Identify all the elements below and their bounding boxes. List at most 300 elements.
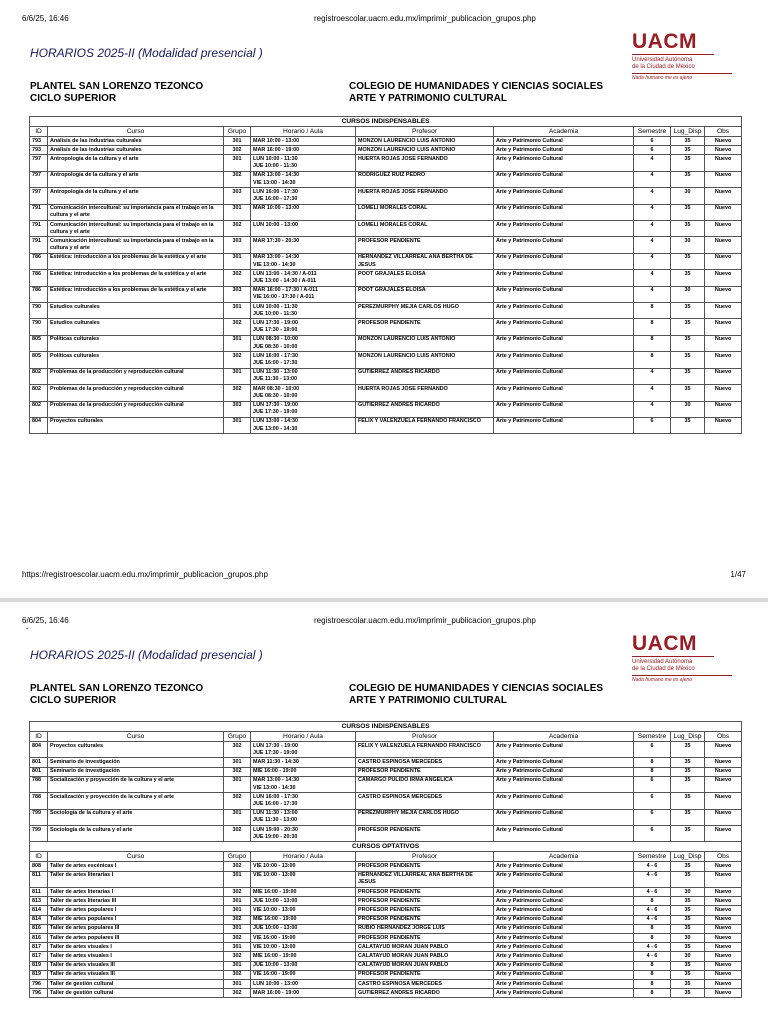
cell-semestre: 4 (634, 155, 671, 171)
cell-grupo: 302 (224, 862, 251, 871)
cell-lugares: 30 (671, 237, 705, 253)
cell-grupo: 302 (224, 270, 251, 286)
cell-profesor: MONZON LAURENCIO LUIS ANTONIO (356, 137, 494, 146)
cell-obs: Nuevo (705, 286, 742, 302)
cell-semestre: 4 - 6 (634, 888, 671, 897)
col-header-academia: Academia (494, 732, 634, 742)
cell-lugares: 35 (671, 897, 705, 906)
cell-obs: Nuevo (705, 335, 742, 351)
cell-grupo: 301 (224, 417, 251, 433)
column-header-row (30, 127, 742, 137)
cell-profesor: CALATAYUD MORAN JUAN PABLO (356, 952, 494, 961)
cell-academia: Arte y Patrimonio Cultural (494, 793, 634, 809)
cell-semestre: 8 (634, 897, 671, 906)
cell-horario: LUN 17:30 - 19:00 JUE 17:30 - 19:00 (251, 742, 356, 758)
cell-horario: MAR 17:30 - 20:30 (251, 237, 356, 253)
col-header-curso: Curso (48, 852, 224, 862)
cell-profesor: PROFESOR PENDIENTE (356, 319, 494, 335)
cell-obs: Nuevo (705, 809, 742, 825)
cell-grupo: 302 (224, 793, 251, 809)
table-row (30, 137, 742, 146)
cell-id: 819 (30, 961, 48, 970)
print-date: 6/6/25, 16:46 (22, 616, 69, 625)
cell-profesor: GUTIERREZ ANDRES RICARDO (356, 989, 494, 998)
cell-curso: Análisis de las industrias culturales (48, 137, 224, 146)
cell-profesor: GUTIERREZ ANDRES RICARDO (356, 401, 494, 417)
cell-grupo: 302 (224, 319, 251, 335)
cell-semestre: 6 (634, 793, 671, 809)
cell-horario: JUE 10:00 - 13:00 (251, 961, 356, 970)
cell-profesor: HERNANDEZ VILLARREAL ANA BERTHA DE JESUS (356, 871, 494, 887)
colegio-name: COLEGIO DE HUMANIDADES Y CIENCIAS SOCIALES (349, 683, 604, 694)
cell-horario: JUE 10:00 - 13:00 (251, 897, 356, 906)
cell-lugares: 35 (671, 980, 705, 989)
print-footer (22, 570, 746, 582)
cell-curso: Comunicación intercultural: su importancia para el trabajo en la cultura y el arte (48, 237, 224, 253)
cell-horario: MAR 16:00 - 19:00 (251, 989, 356, 998)
cell-lugares: 35 (671, 303, 705, 319)
cell-profesor: CASTRO ESPINOSA MERCEDES (356, 758, 494, 767)
logo-subtitle-line1: Universidad Autónoma (632, 659, 693, 665)
cell-curso: Estética: introducción a los problemas de la estética y el arte (48, 286, 224, 302)
cell-academia: Arte y Patrimonio Cultural (494, 980, 634, 989)
table-row (30, 188, 742, 204)
cell-lugares: 35 (671, 758, 705, 767)
cell-academia: Arte y Patrimonio Cultural (494, 335, 634, 351)
cell-id: 791 (30, 221, 48, 237)
logo-subtitle-line2: de la Ciudad de México (632, 64, 695, 70)
col-header-semestre: Semestre (634, 127, 671, 137)
cell-profesor: HUERTA ROJAS JOSE FERNANDO (356, 155, 494, 171)
uacm-logo (632, 31, 736, 81)
cell-curso: Análisis de las industrias culturales (48, 146, 224, 155)
licenciatura-name: ARTE Y PATRIMONIO CULTURAL (349, 695, 507, 706)
table-row (30, 758, 742, 767)
cell-profesor: PEREZMURPHY MEJIA CARLOS HUGO (356, 303, 494, 319)
cell-curso: Estudios culturales (48, 319, 224, 335)
table-row (30, 826, 742, 842)
cell-semestre: 4 (634, 188, 671, 204)
table-row (30, 767, 742, 776)
cell-semestre: 4 - 6 (634, 952, 671, 961)
table-row (30, 401, 742, 417)
table-row (30, 871, 742, 887)
cell-obs: Nuevo (705, 352, 742, 368)
cell-curso: Taller de artes populares I (48, 915, 224, 924)
cell-curso: Antropología de la cultura y el arte (48, 188, 224, 204)
cell-obs: Nuevo (705, 319, 742, 335)
cell-semestre: 4 (634, 368, 671, 384)
ciclo-name: CICLO SUPERIOR (30, 695, 117, 706)
cell-horario: LUN 17:30 - 19:00 JUE 17:30 - 19:00 (251, 319, 356, 335)
cell-academia: Arte y Patrimonio Cultural (494, 188, 634, 204)
cell-horario: MAR 11:30 - 14:30 (251, 758, 356, 767)
cell-grupo: 301 (224, 303, 251, 319)
print-header (22, 14, 746, 26)
cell-semestre: 8 (634, 970, 671, 979)
cell-horario: VIE 10:00 - 13:00 (251, 862, 356, 871)
cell-curso: Comunicación intercultural: su importancia para el trabajo en la cultura y el arte (48, 221, 224, 237)
table-row (30, 385, 742, 401)
cell-grupo: 301 (224, 368, 251, 384)
cell-lugares: 35 (671, 270, 705, 286)
cell-id: 791 (30, 204, 48, 220)
cell-horario: LUN 10:00 - 11:30 JUE 10:00 - 11:30 (251, 155, 356, 171)
cell-profesor: GUTIERREZ ANDRES RICARDO (356, 368, 494, 384)
cell-horario: VIE 10:00 - 13:00 (251, 943, 356, 952)
table-row (30, 943, 742, 952)
cell-lugares: 35 (671, 906, 705, 915)
cell-horario: LUN 13:00 - 14:30 JUE 13:00 - 14:30 (251, 417, 356, 433)
cell-horario: MAR 16:00 - 17:30 / A-011 VIE 16:00 - 17:30 / A-011 (251, 286, 356, 302)
col-header-semestre: Semestre (634, 852, 671, 862)
table-row (30, 171, 742, 187)
cell-profesor: MONZON LAURENCIO LUIS ANTONIO (356, 335, 494, 351)
col-header-academia: Academia (494, 127, 634, 137)
cell-semestre: 4 (634, 237, 671, 253)
cell-id: 790 (30, 319, 48, 335)
cell-horario: LUN 08:30 - 10:00 JUE 08:30 - 10:00 (251, 335, 356, 351)
cell-grupo: 301 (224, 137, 251, 146)
cell-profesor: PEREZMURPHY MEJIA CARLOS HUGO (356, 809, 494, 825)
cell-lugares: 35 (671, 871, 705, 887)
cell-grupo: 302 (224, 915, 251, 924)
table-row (30, 204, 742, 220)
cell-obs: Nuevo (705, 417, 742, 433)
cell-lugares: 35 (671, 221, 705, 237)
cell-academia: Arte y Patrimonio Cultural (494, 767, 634, 776)
cell-horario: MAR 13:00 - 14:30 VIE 13:00 - 14:30 (251, 171, 356, 187)
cell-grupo: 302 (224, 171, 251, 187)
cell-lugares: 35 (671, 335, 705, 351)
col-header-id: ID (30, 732, 48, 742)
licenciatura-name: ARTE Y PATRIMONIO CULTURAL (349, 93, 507, 104)
cell-semestre: 4 (634, 171, 671, 187)
cell-horario: LUN 16:00 - 17:30 JUE 16:00 - 17:30 (251, 793, 356, 809)
cell-id: 796 (30, 989, 48, 998)
cell-semestre: 4 (634, 221, 671, 237)
cell-curso: Proyectos culturales (48, 417, 224, 433)
cell-semestre: 6 (634, 417, 671, 433)
cell-academia: Arte y Patrimonio Cultural (494, 221, 634, 237)
cell-curso: Comunicación intercultural: su importancia para el trabajo en la cultura y el arte (48, 204, 224, 220)
cell-grupo: 302 (224, 221, 251, 237)
print-url: registroescolar.uacm.edu.mx/imprimir_publicacion_grupos.php (314, 14, 536, 23)
cell-curso: Problemas de la producción y reproducción cultural (48, 385, 224, 401)
cell-lugares: 35 (671, 146, 705, 155)
cell-academia: Arte y Patrimonio Cultural (494, 862, 634, 871)
cell-academia: Arte y Patrimonio Cultural (494, 385, 634, 401)
cell-grupo: 301 (224, 897, 251, 906)
col-header-lugares: Lug_Disp (671, 127, 705, 137)
cell-academia: Arte y Patrimonio Cultural (494, 270, 634, 286)
cell-lugares: 30 (671, 952, 705, 961)
cell-curso: Taller de artes visuales III (48, 961, 224, 970)
cell-curso: Proyectos culturales (48, 742, 224, 758)
cell-grupo: 303 (224, 237, 251, 253)
cell-curso: Taller de gestión cultural (48, 980, 224, 989)
col-header-id: ID (30, 852, 48, 862)
cell-profesor: HERNANDEZ VILLARREAL ANA BERTHA DE JESUS (356, 253, 494, 269)
col-header-profesor: Profesor (356, 127, 494, 137)
cell-id: 797 (30, 188, 48, 204)
cell-horario: LUN 10:00 - 11:30 JUE 10:00 - 11:30 (251, 303, 356, 319)
cell-lugares: 35 (671, 961, 705, 970)
cell-obs: Nuevo (705, 368, 742, 384)
col-header-id: ID (30, 127, 48, 137)
cell-horario: MAR 13:00 - 14:30 VIE 13:00 - 14:30 (251, 776, 356, 792)
cell-horario: MIE 16:00 - 19:00 (251, 952, 356, 961)
col-header-lugares: Lug_Disp (671, 852, 705, 862)
section-title-optativos: CURSOS OPTATIVOS (30, 842, 742, 852)
cell-id: 817 (30, 952, 48, 961)
table-row (30, 417, 742, 433)
cell-obs: Nuevo (705, 793, 742, 809)
cell-profesor: CALATAYUD MORAN JUAN PABLO (356, 961, 494, 970)
cell-curso: Taller de artes literarias I (48, 888, 224, 897)
cell-horario: MIE 16:00 - 19:00 (251, 767, 356, 776)
cell-obs: Nuevo (705, 862, 742, 871)
cell-obs: Nuevo (705, 270, 742, 286)
cell-profesor: PROFESOR PENDIENTE (356, 237, 494, 253)
cell-id: 816 (30, 934, 48, 943)
cell-id: 799 (30, 809, 48, 825)
page-title: HORARIOS 2025-II (Modalidad presencial ) (30, 46, 263, 60)
cell-academia: Arte y Patrimonio Cultural (494, 924, 634, 933)
cell-curso: Taller de artes populares III (48, 934, 224, 943)
logo-motto: Nada humano me es ajeno (632, 73, 732, 81)
table-row (30, 980, 742, 989)
cell-academia: Arte y Patrimonio Cultural (494, 943, 634, 952)
cell-semestre: 8 (634, 303, 671, 319)
cell-semestre: 4 (634, 270, 671, 286)
cell-id: 796 (30, 980, 48, 989)
cell-curso: Estudios culturales (48, 303, 224, 319)
col-header-obs: Obs (705, 127, 742, 137)
plantel-name: PLANTEL SAN LORENZO TEZONCO (30, 683, 204, 694)
cell-lugares: 30 (671, 286, 705, 302)
cell-id: 788 (30, 776, 48, 792)
cell-lugares: 35 (671, 809, 705, 825)
col-header-profesor: Profesor (356, 732, 494, 742)
cell-profesor: PROFESOR PENDIENTE (356, 826, 494, 842)
logo-motto: Nada humano me es ajeno (632, 675, 732, 683)
cell-obs: Nuevo (705, 989, 742, 998)
cell-curso: Taller de artes literarias III (48, 897, 224, 906)
cell-academia: Arte y Patrimonio Cultural (494, 934, 634, 943)
cell-id: 797 (30, 155, 48, 171)
cell-id: 813 (30, 897, 48, 906)
table-row (30, 952, 742, 961)
cell-semestre: 4 - 6 (634, 862, 671, 871)
cell-grupo: 301 (224, 335, 251, 351)
cell-curso: Políticas culturales (48, 352, 224, 368)
cell-academia: Arte y Patrimonio Cultural (494, 897, 634, 906)
cell-obs: Nuevo (705, 385, 742, 401)
table-row (30, 221, 742, 237)
cell-semestre: 6 (634, 826, 671, 842)
col-header-horario: Horario / Aula (251, 732, 356, 742)
cell-academia: Arte y Patrimonio Cultural (494, 171, 634, 187)
cell-profesor: FELIX Y VALENZUELA FERNANDO FRANCISCO (356, 417, 494, 433)
cell-grupo: 301 (224, 906, 251, 915)
cell-grupo: 301 (224, 155, 251, 171)
table-row (30, 888, 742, 897)
col-header-grupo: Grupo (224, 852, 251, 862)
cell-curso: Taller de artes visuales I (48, 943, 224, 952)
cell-obs: Nuevo (705, 952, 742, 961)
cell-lugares: 35 (671, 924, 705, 933)
colegio-heading (349, 81, 603, 105)
cell-academia: Arte y Patrimonio Cultural (494, 826, 634, 842)
plantel-heading (30, 81, 203, 105)
cell-id: 811 (30, 871, 48, 887)
cell-id: 808 (30, 862, 48, 871)
cell-academia: Arte y Patrimonio Cultural (494, 253, 634, 269)
cell-id: 790 (30, 303, 48, 319)
table-row (30, 270, 742, 286)
table-row (30, 989, 742, 998)
cell-id: 788 (30, 793, 48, 809)
cell-academia: Arte y Patrimonio Cultural (494, 155, 634, 171)
table-row (30, 253, 742, 269)
col-header-curso: Curso (48, 127, 224, 137)
cell-grupo: 303 (224, 401, 251, 417)
schedule-table-page2 (29, 721, 742, 998)
page-title: HORARIOS 2025-II (Modalidad presencial ) (30, 648, 263, 662)
cell-profesor: PROFESOR PENDIENTE (356, 970, 494, 979)
cell-id: 811 (30, 888, 48, 897)
print-date: 6/6/25, 16:46 (22, 14, 69, 23)
cell-semestre: 6 (634, 809, 671, 825)
cell-curso: Seminario de investigación (48, 767, 224, 776)
cell-curso: Problemas de la producción y reproducción cultural (48, 401, 224, 417)
cell-profesor: CASTRO ESPINOSA MERCEDES (356, 793, 494, 809)
cell-lugares: 35 (671, 943, 705, 952)
logo-subtitle (632, 656, 714, 673)
cell-profesor: MONZON LAURENCIO LUIS ANTONIO (356, 146, 494, 155)
cell-horario: LUN 11:30 - 13:00 JUE 11:30 - 13:00 (251, 368, 356, 384)
cell-obs: Nuevo (705, 237, 742, 253)
col-header-lugares: Lug_Disp (671, 732, 705, 742)
cell-academia: Arte y Patrimonio Cultural (494, 417, 634, 433)
cell-grupo: 302 (224, 767, 251, 776)
cell-curso: Antropología de la cultura y el arte (48, 155, 224, 171)
logo-brand: UACM (632, 30, 697, 53)
cell-obs: Nuevo (705, 980, 742, 989)
cell-lugares: 35 (671, 767, 705, 776)
cell-id: 814 (30, 915, 48, 924)
ciclo-name: CICLO SUPERIOR (30, 93, 117, 104)
cell-horario: LUN 17:30 - 19:00 JUE 17:30 - 19:00 (251, 401, 356, 417)
cell-curso: Estética: introducción a los problemas de la estética y el arte (48, 270, 224, 286)
cell-grupo: 301 (224, 871, 251, 887)
cell-curso: Taller de artes visuales I (48, 952, 224, 961)
cell-id: 793 (30, 146, 48, 155)
cell-grupo: 302 (224, 888, 251, 897)
cell-obs: Nuevo (705, 934, 742, 943)
cell-academia: Arte y Patrimonio Cultural (494, 809, 634, 825)
cell-grupo: 302 (224, 742, 251, 758)
cell-horario: LUN 10:00 - 13:00 (251, 221, 356, 237)
cell-academia: Arte y Patrimonio Cultural (494, 368, 634, 384)
cell-horario: LUN 19:00 - 20:30 JUE 19:00 - 20:30 (251, 826, 356, 842)
cell-curso: Socialización y proyección de la cultura y el arte (48, 776, 224, 792)
cell-obs: Nuevo (705, 401, 742, 417)
cell-curso: Antropología de la cultura y el arte (48, 171, 224, 187)
cell-lugares: 35 (671, 970, 705, 979)
cell-obs: Nuevo (705, 924, 742, 933)
cell-horario: MAR 08:30 - 10:00 JUE 08:30 - 10:00 (251, 385, 356, 401)
cell-id: 805 (30, 352, 48, 368)
cell-semestre: 4 - 6 (634, 915, 671, 924)
cell-obs: Nuevo (705, 758, 742, 767)
cell-horario: MAR 10:00 - 13:00 (251, 204, 356, 220)
cell-id: 786 (30, 286, 48, 302)
cell-profesor: PROFESOR PENDIENTE (356, 897, 494, 906)
col-header-grupo: Grupo (224, 127, 251, 137)
col-header-profesor: Profesor (356, 852, 494, 862)
table-row (30, 368, 742, 384)
cell-profesor: POOT GRAJALES ELOISA (356, 270, 494, 286)
cell-semestre: 8 (634, 989, 671, 998)
cell-profesor: LOMELI MORALES CORAL (356, 204, 494, 220)
cell-academia: Arte y Patrimonio Cultural (494, 961, 634, 970)
cell-academia: Arte y Patrimonio Cultural (494, 970, 634, 979)
cell-id: 801 (30, 767, 48, 776)
cell-obs: Nuevo (705, 826, 742, 842)
page-dash: - (26, 624, 29, 633)
table-row (30, 862, 742, 871)
cell-grupo: 303 (224, 286, 251, 302)
cell-grupo: 302 (224, 952, 251, 961)
cell-horario: VIE 10:00 - 13:00 (251, 906, 356, 915)
cell-semestre: 4 (634, 286, 671, 302)
cell-semestre: 8 (634, 758, 671, 767)
cell-semestre: 4 - 6 (634, 906, 671, 915)
cell-grupo: 301 (224, 980, 251, 989)
cell-id: 802 (30, 368, 48, 384)
column-header-row (30, 732, 742, 742)
cell-academia: Arte y Patrimonio Cultural (494, 906, 634, 915)
cell-id: 791 (30, 237, 48, 253)
cell-academia: Arte y Patrimonio Cultural (494, 286, 634, 302)
cell-lugares: 35 (671, 793, 705, 809)
cell-lugares: 35 (671, 776, 705, 792)
cell-semestre: 8 (634, 924, 671, 933)
uacm-logo (632, 633, 736, 683)
cell-grupo: 302 (224, 970, 251, 979)
cell-lugares: 35 (671, 826, 705, 842)
cell-id: 804 (30, 417, 48, 433)
cell-lugares: 35 (671, 368, 705, 384)
cell-grupo: 301 (224, 776, 251, 792)
cell-obs: Nuevo (705, 961, 742, 970)
logo-subtitle-line1: Universidad Autónoma (632, 57, 693, 63)
cell-obs: Nuevo (705, 155, 742, 171)
cell-academia: Arte y Patrimonio Cultural (494, 888, 634, 897)
cell-semestre: 8 (634, 934, 671, 943)
cell-curso: Sociología de la cultura y el arte (48, 809, 224, 825)
cell-horario: VIE 16:00 - 19:00 (251, 934, 356, 943)
cell-profesor: PROFESOR PENDIENTE (356, 906, 494, 915)
cell-profesor: LOMELI MORALES CORAL (356, 221, 494, 237)
table-row (30, 742, 742, 758)
print-url: registroescolar.uacm.edu.mx/imprimir_publicacion_grupos.php (314, 616, 536, 625)
section-title: CURSOS INDISPENSABLES (30, 722, 742, 732)
cell-curso: Taller de gestión cultural (48, 989, 224, 998)
logo-subtitle-line2: de la Ciudad de México (632, 666, 695, 672)
